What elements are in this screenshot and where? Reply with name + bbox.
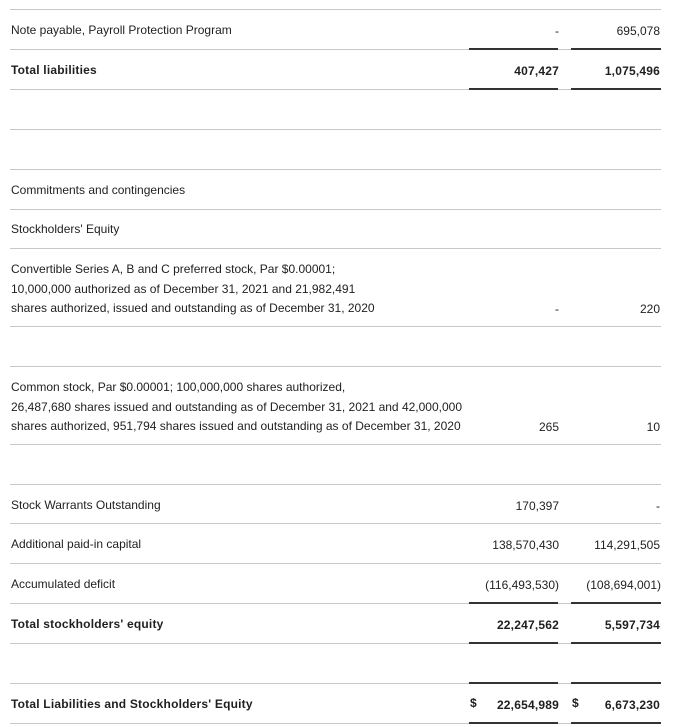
value-2020: 10 [646, 420, 660, 434]
total-underline [571, 602, 661, 604]
row-divider [10, 563, 661, 564]
row-divider [10, 643, 661, 644]
row-divider [10, 209, 661, 210]
row-divider [10, 9, 661, 10]
row-divider [10, 683, 661, 684]
row-divider [10, 523, 661, 524]
total-underline [469, 48, 558, 50]
row-divider [10, 49, 661, 50]
total-underline [469, 602, 558, 604]
total-underline [571, 48, 661, 50]
total-underline [571, 682, 661, 684]
row-label: Additional paid-in capital [11, 537, 142, 551]
row-divider [10, 248, 661, 249]
value-2020: 220 [639, 302, 660, 316]
value-2020: - [656, 499, 660, 513]
row-label-line: Convertible Series A, B and C preferred stock, Par $0.00001; [11, 262, 336, 276]
total-underline [469, 642, 558, 644]
value-2021: 138,570,430 [492, 538, 559, 552]
row-divider [10, 129, 661, 130]
row-divider [10, 603, 661, 604]
total-underline [469, 722, 558, 724]
row-label-line: 10,000,000 authorized as of December 31, 2021 and 21,982,491 [11, 281, 356, 296]
row-label: Note payable, Payroll Protection Program [11, 23, 232, 37]
total-underline [469, 682, 558, 684]
value-2021: 265 [538, 420, 559, 434]
value-2020: (108,694,001) [586, 578, 661, 592]
row-divider [10, 169, 661, 170]
value-2020: 114,291,505 [594, 538, 660, 552]
value-2020: 1,075,496 [604, 64, 660, 78]
row-divider [10, 444, 661, 445]
currency-symbol-2021: $ [470, 696, 477, 710]
row-label: Total stockholders' equity [11, 617, 164, 631]
row-label-line: 26,487,680 shares issued and outstanding as of December 31, 2021 and 42,000,000 [11, 399, 463, 414]
row-label: Total liabilities [11, 63, 97, 77]
value-2021: - [555, 24, 559, 38]
value-2021: 22,654,989 [496, 698, 559, 712]
row-divider [10, 366, 661, 367]
row-label: Total Liabilities and Stockholders' Equity [11, 697, 253, 711]
row-label-line: shares authorized, issued and outstanding as of December 31, 2020 [11, 301, 375, 315]
row-divider [10, 723, 661, 724]
row-divider [10, 326, 661, 327]
value-2021: 407,427 [514, 64, 559, 78]
value-2020: 6,673,230 [604, 698, 660, 712]
value-2021: 22,247,562 [496, 618, 559, 632]
total-underline [571, 642, 661, 644]
currency-symbol-2020: $ [572, 696, 579, 710]
value-2020: 695,078 [616, 24, 660, 38]
section-heading: Stockholders' Equity [11, 222, 120, 236]
row-label-line: Common stock, Par $0.00001; 100,000,000 shares authorized, [11, 380, 346, 394]
row-label: Accumulated deficit [11, 577, 116, 591]
row-divider [10, 89, 661, 90]
row-label-line: shares authorized, 951,794 shares issued and outstanding as of December 31, 2020 [11, 419, 461, 433]
row-divider [10, 484, 661, 485]
value-2021: (116,493,530) [485, 578, 559, 592]
value-2021: 170,397 [515, 499, 559, 513]
value-2020: 5,597,734 [604, 618, 660, 632]
row-label: Stock Warrants Outstanding [11, 498, 161, 512]
row-label: Commitments and contingencies [11, 183, 186, 197]
total-underline [571, 722, 661, 724]
total-underline [571, 88, 661, 90]
value-2021: - [555, 302, 559, 316]
total-underline [469, 88, 558, 90]
